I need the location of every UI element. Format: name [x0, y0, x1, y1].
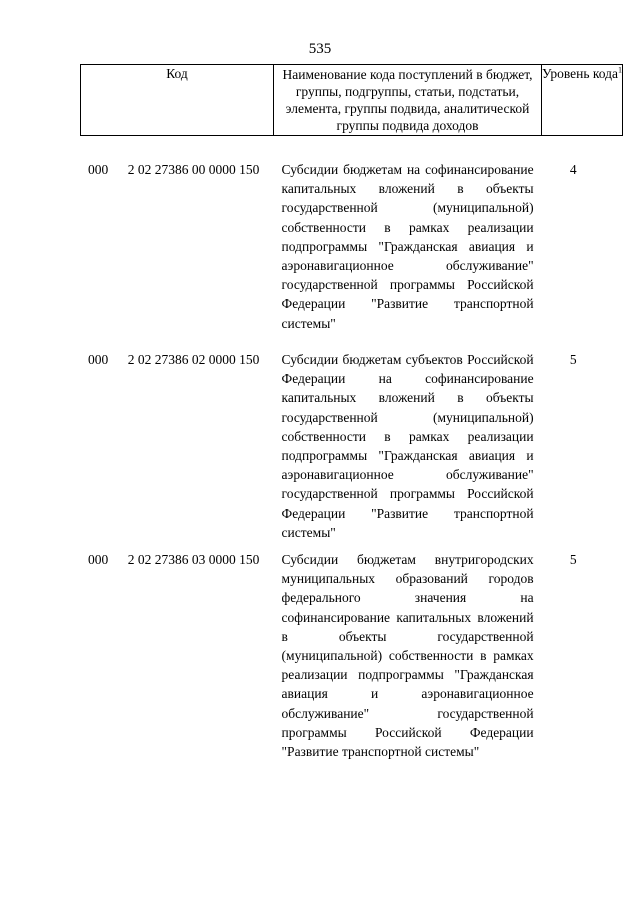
table-header [80, 64, 623, 136]
table-row [80, 350, 613, 550]
row-income-code: 2 02 27386 03 0000 150 [127, 552, 260, 567]
row-admin-code: 000 [88, 552, 109, 567]
header-name: Наименование кода поступлений в бюджет, группы, подгруппы, статьи, подстатьи, элемента, группы подвида, аналитической группы подвида доходов [274, 65, 542, 136]
row-admin-code: 000 [88, 162, 109, 177]
row-code-level: 5 [569, 352, 577, 367]
row-income-code: 2 02 27386 00 0000 150 [127, 162, 260, 177]
header-level-footnote: 1 [618, 65, 623, 75]
table-row [80, 550, 613, 761]
header-level-label: Уровень кода [542, 66, 619, 81]
row-income-name: Субсидии бюджетам на софинансирование капитальных вложений в объекты государственной (муниципальной) собственности в рамках реализации подпрограммы "Гражданская авиация и аэронавигационное обслуживание" государственной программы Российской Федерации "Развитие транспортной системы" [281, 162, 534, 331]
row-income-name: Субсидии бюджетам субъектов Российской Федерации на софинансирование капитальных вложений в объекты государственной (муниципальной) собственности в рамках реализации подпрограммы "Гражданская авиация и аэронавигационное обслуживание" государственной программы Российской Федерации "Развитие транспортной системы" [281, 352, 534, 540]
table-body [80, 160, 613, 761]
row-code-level: 5 [569, 552, 577, 567]
row-admin-code: 000 [88, 352, 109, 367]
header-code: Код [81, 65, 274, 136]
table-row [80, 160, 613, 350]
page-number: 535 [308, 41, 332, 57]
header-level [542, 65, 623, 136]
row-code-level: 4 [569, 162, 577, 177]
row-income-code: 2 02 27386 02 0000 150 [127, 352, 260, 367]
row-income-name: Субсидии бюджетам внутригородских муниципальных образований городов федерального значения на софинансирование капитальных вложений в объекты государственной (муниципальной) собственности в рамках реализации подпрограммы "Гражданская авиация и аэронавигационное обслуживание" государственной программы Российской Федерации "Развитие транспортной системы" [281, 552, 534, 760]
